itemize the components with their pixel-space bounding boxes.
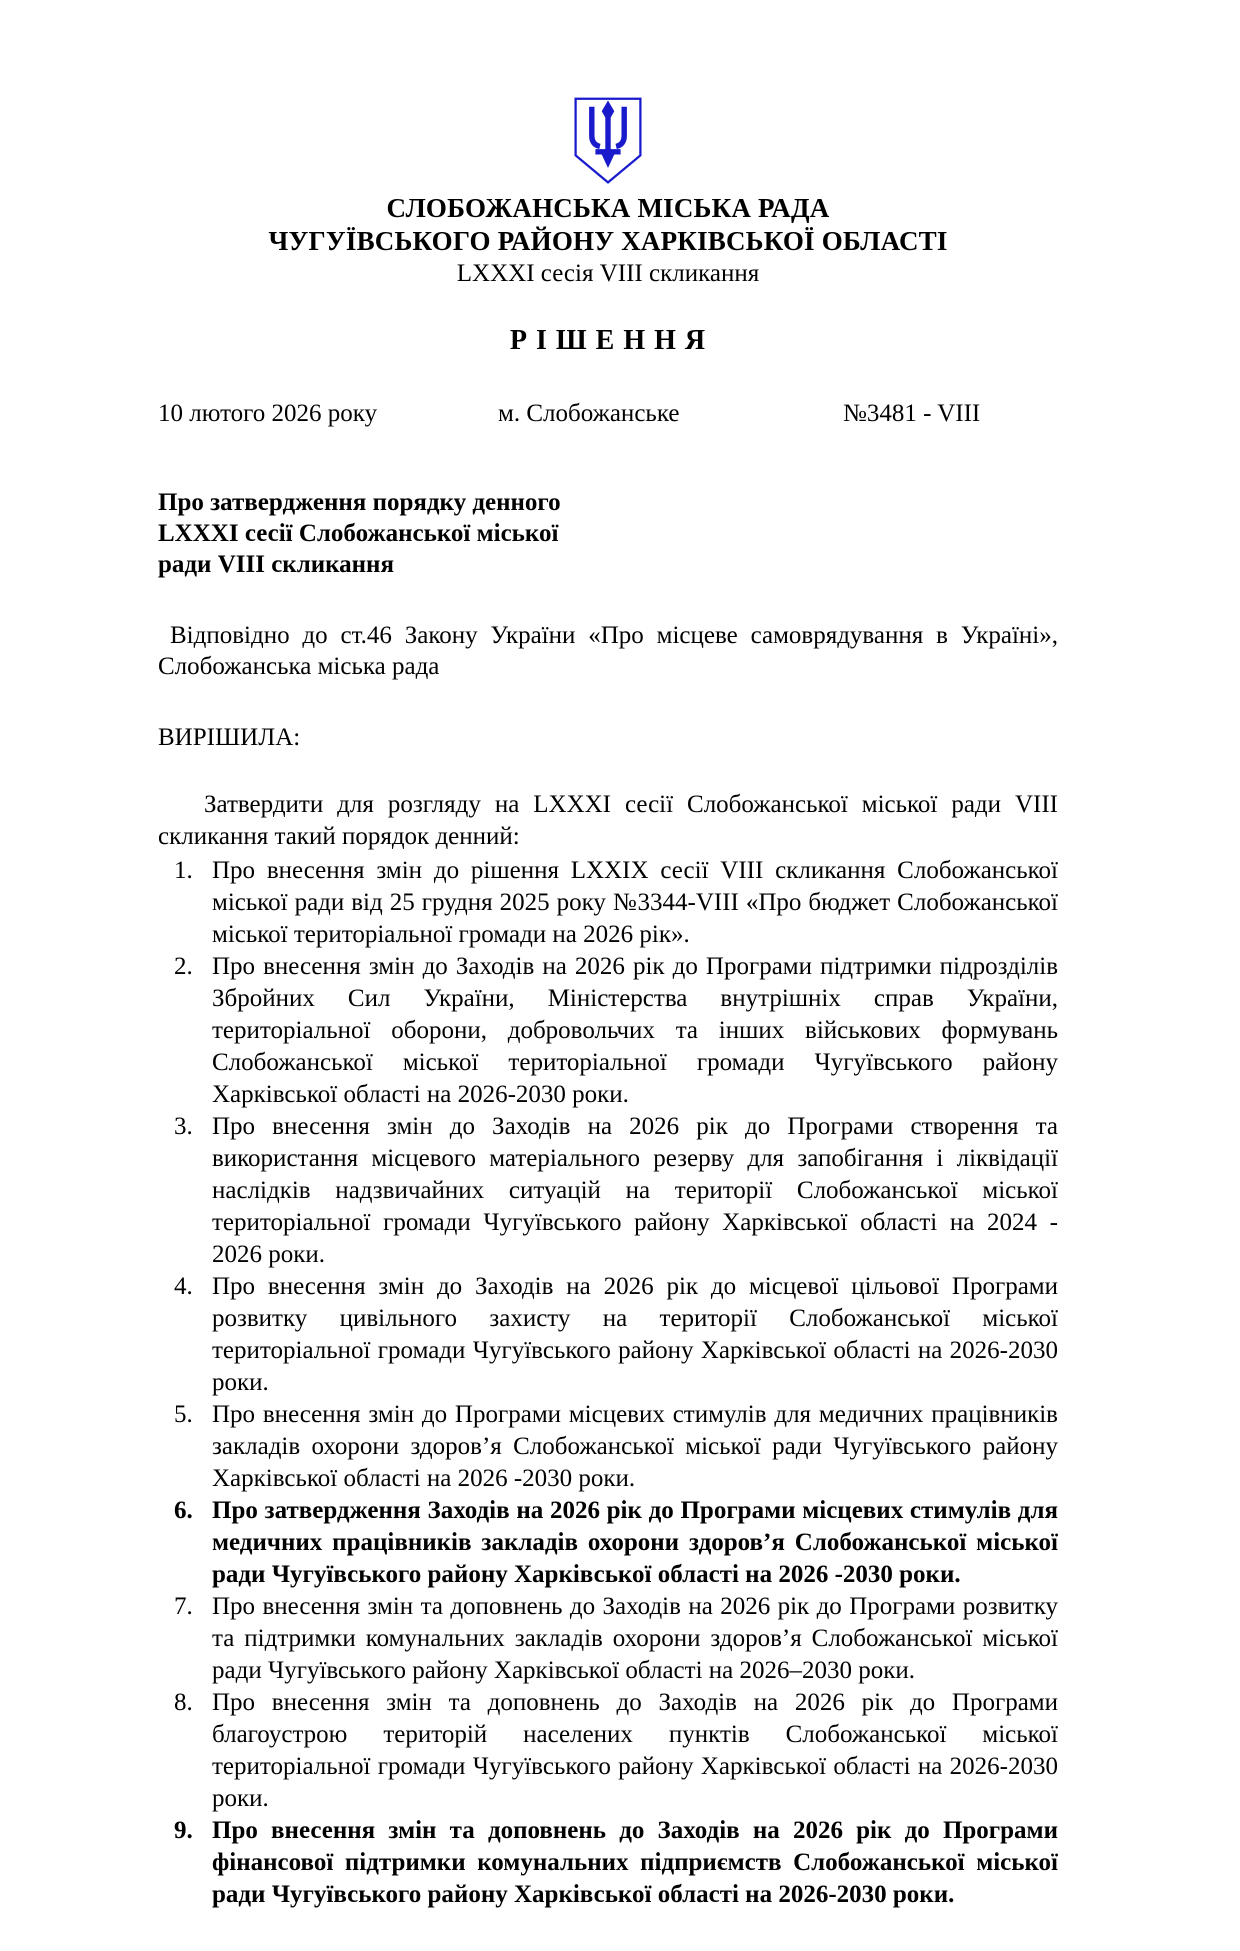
agenda-item-2-number: 2. <box>174 953 193 980</box>
subject-line3: ради VIII скликання <box>158 551 394 578</box>
agenda-item-7 <box>158 1591 1058 1687</box>
agenda-item-9-text: Про внесення змін та доповнень до Заходів на 2026 рік до Програми фінансової підтримки комунальних підприємств Слобожанської міської ради Чугуївського району Харківської області на 2026-2030 роки. <box>212 1817 1058 1908</box>
doc-number: №3481 - VIII <box>843 400 981 427</box>
emblem-container <box>158 96 1058 186</box>
preamble-paragraph: Відповідно до ст.46 Закону України «Про місцеве самоврядування в Україні», Слобожанська міська рада <box>158 622 1058 680</box>
agenda-item-7-number: 7. <box>174 1593 193 1620</box>
agenda-item-8-number: 8. <box>174 1689 193 1716</box>
agenda-item-8 <box>158 1687 1058 1815</box>
agenda-item-4-number: 4. <box>174 1273 193 1300</box>
session-line: LXXXI сесія VIII скликання <box>456 260 760 287</box>
agenda-item-3-text: Про внесення змін до Заходів на 2026 рік до Програми створення та використання місцевого матеріального резерву для запобігання і ліквідації наслідків надзвичайних ситуацій на території Слобожанської міської територіальної громади Чугуївського району Харківської області на 2024 - 2026 роки. <box>212 1113 1058 1268</box>
subject-line1: Про затвердження порядку денного <box>158 489 561 516</box>
agenda-item-1 <box>158 855 1058 951</box>
agenda-item-6-number: 6. <box>174 1497 193 1524</box>
ukraine-trident-emblem-icon <box>572 96 644 186</box>
doc-type-title: Р І Ш Е Н Н Я <box>509 325 707 356</box>
agenda-item-1-number: 1. <box>174 857 193 884</box>
agenda-item-5-number: 5. <box>174 1401 193 1428</box>
agenda-item-3 <box>158 1111 1058 1271</box>
agenda-item-5-text: Про внесення змін до Програми місцевих стимулів для медичних працівників закладів охорони здоров’я Слобожанської міської ради Чугуївського району Харківської області на 2026 -2030 роки. <box>212 1401 1058 1492</box>
agenda-item-9-number: 9. <box>174 1817 193 1844</box>
org-name-line2: ЧУГУЇВСЬКОГО РАЙОНУ ХАРКІВСЬКОЇ ОБЛАСТІ <box>268 226 948 256</box>
agenda-list <box>158 855 1058 1911</box>
resolved-label: ВИРІШИЛА: <box>158 724 301 751</box>
meta-row <box>158 399 1058 429</box>
agenda-item-2-text: Про внесення змін до Заходів на 2026 рік до Програми підтримки підрозділів Збройних Сил України, Міністерства внутрішніх справ України, територіальної оборони, добровольчих та інших військових формувань Слобожанської міської територіальної громади Чугуївського району Харківської області на 2026-2030 роки. <box>212 953 1058 1108</box>
agenda-item-2 <box>158 951 1058 1111</box>
agenda-item-5 <box>158 1399 1058 1495</box>
subject-heading <box>158 487 638 580</box>
agenda-item-3-number: 3. <box>174 1113 193 1140</box>
doc-place: м. Слобожанське <box>498 400 680 427</box>
doc-date: 10 лютого 2026 року <box>158 400 378 427</box>
agenda-item-6-text: Про затвердження Заходів на 2026 рік до Програми місцевих стимулів для медичних працівників закладів охорони здоров’я Слобожанської міської ради Чугуївського району Харківської області на 2026 -2030 роки. <box>212 1497 1058 1588</box>
agenda-item-1-text: Про внесення змін до рішення LXXIX сесії VIII скликання Слобожанської міської ради від 25 грудня 2025 року №3344-VIII «Про бюджет Слобожанської міської територіальної громади на 2026 рік». <box>212 857 1058 948</box>
org-name-line1: СЛОБОЖАНСЬКА МІСЬКА РАДА <box>386 193 830 223</box>
subject-line2: LXXXI сесії Слобожанської міської <box>158 520 559 547</box>
agenda-item-8-text: Про внесення змін та доповнень до Заходів на 2026 рік до Програми благоустрою територій населених пунктів Слобожанської міської територіальної громади Чугуївського району Харківської області на 2026-2030 роки. <box>212 1689 1058 1812</box>
agenda-item-6 <box>158 1495 1058 1591</box>
agenda-item-4 <box>158 1271 1058 1399</box>
agenda-item-4-text: Про внесення змін до Заходів на 2026 рік до місцевої цільової Програми розвитку цивільного захисту на території Слобожанської міської територіальної громади Чугуївського району Харківської області на 2026-2030 роки. <box>212 1273 1058 1396</box>
agenda-item-7-text: Про внесення змін та доповнень до Заходів на 2026 рік до Програми розвитку та підтримки комунальних закладів охорони здоров’я Слобожанської міської ради Чугуївського району Харківської області на 2026–2030 роки. <box>212 1593 1058 1684</box>
agenda-item-9 <box>158 1815 1058 1911</box>
agenda-intro-paragraph: Затвердити для розгляду на LXXXI сесії Слобожанської міської ради VIII скликання такий порядок денний: <box>158 791 1058 850</box>
